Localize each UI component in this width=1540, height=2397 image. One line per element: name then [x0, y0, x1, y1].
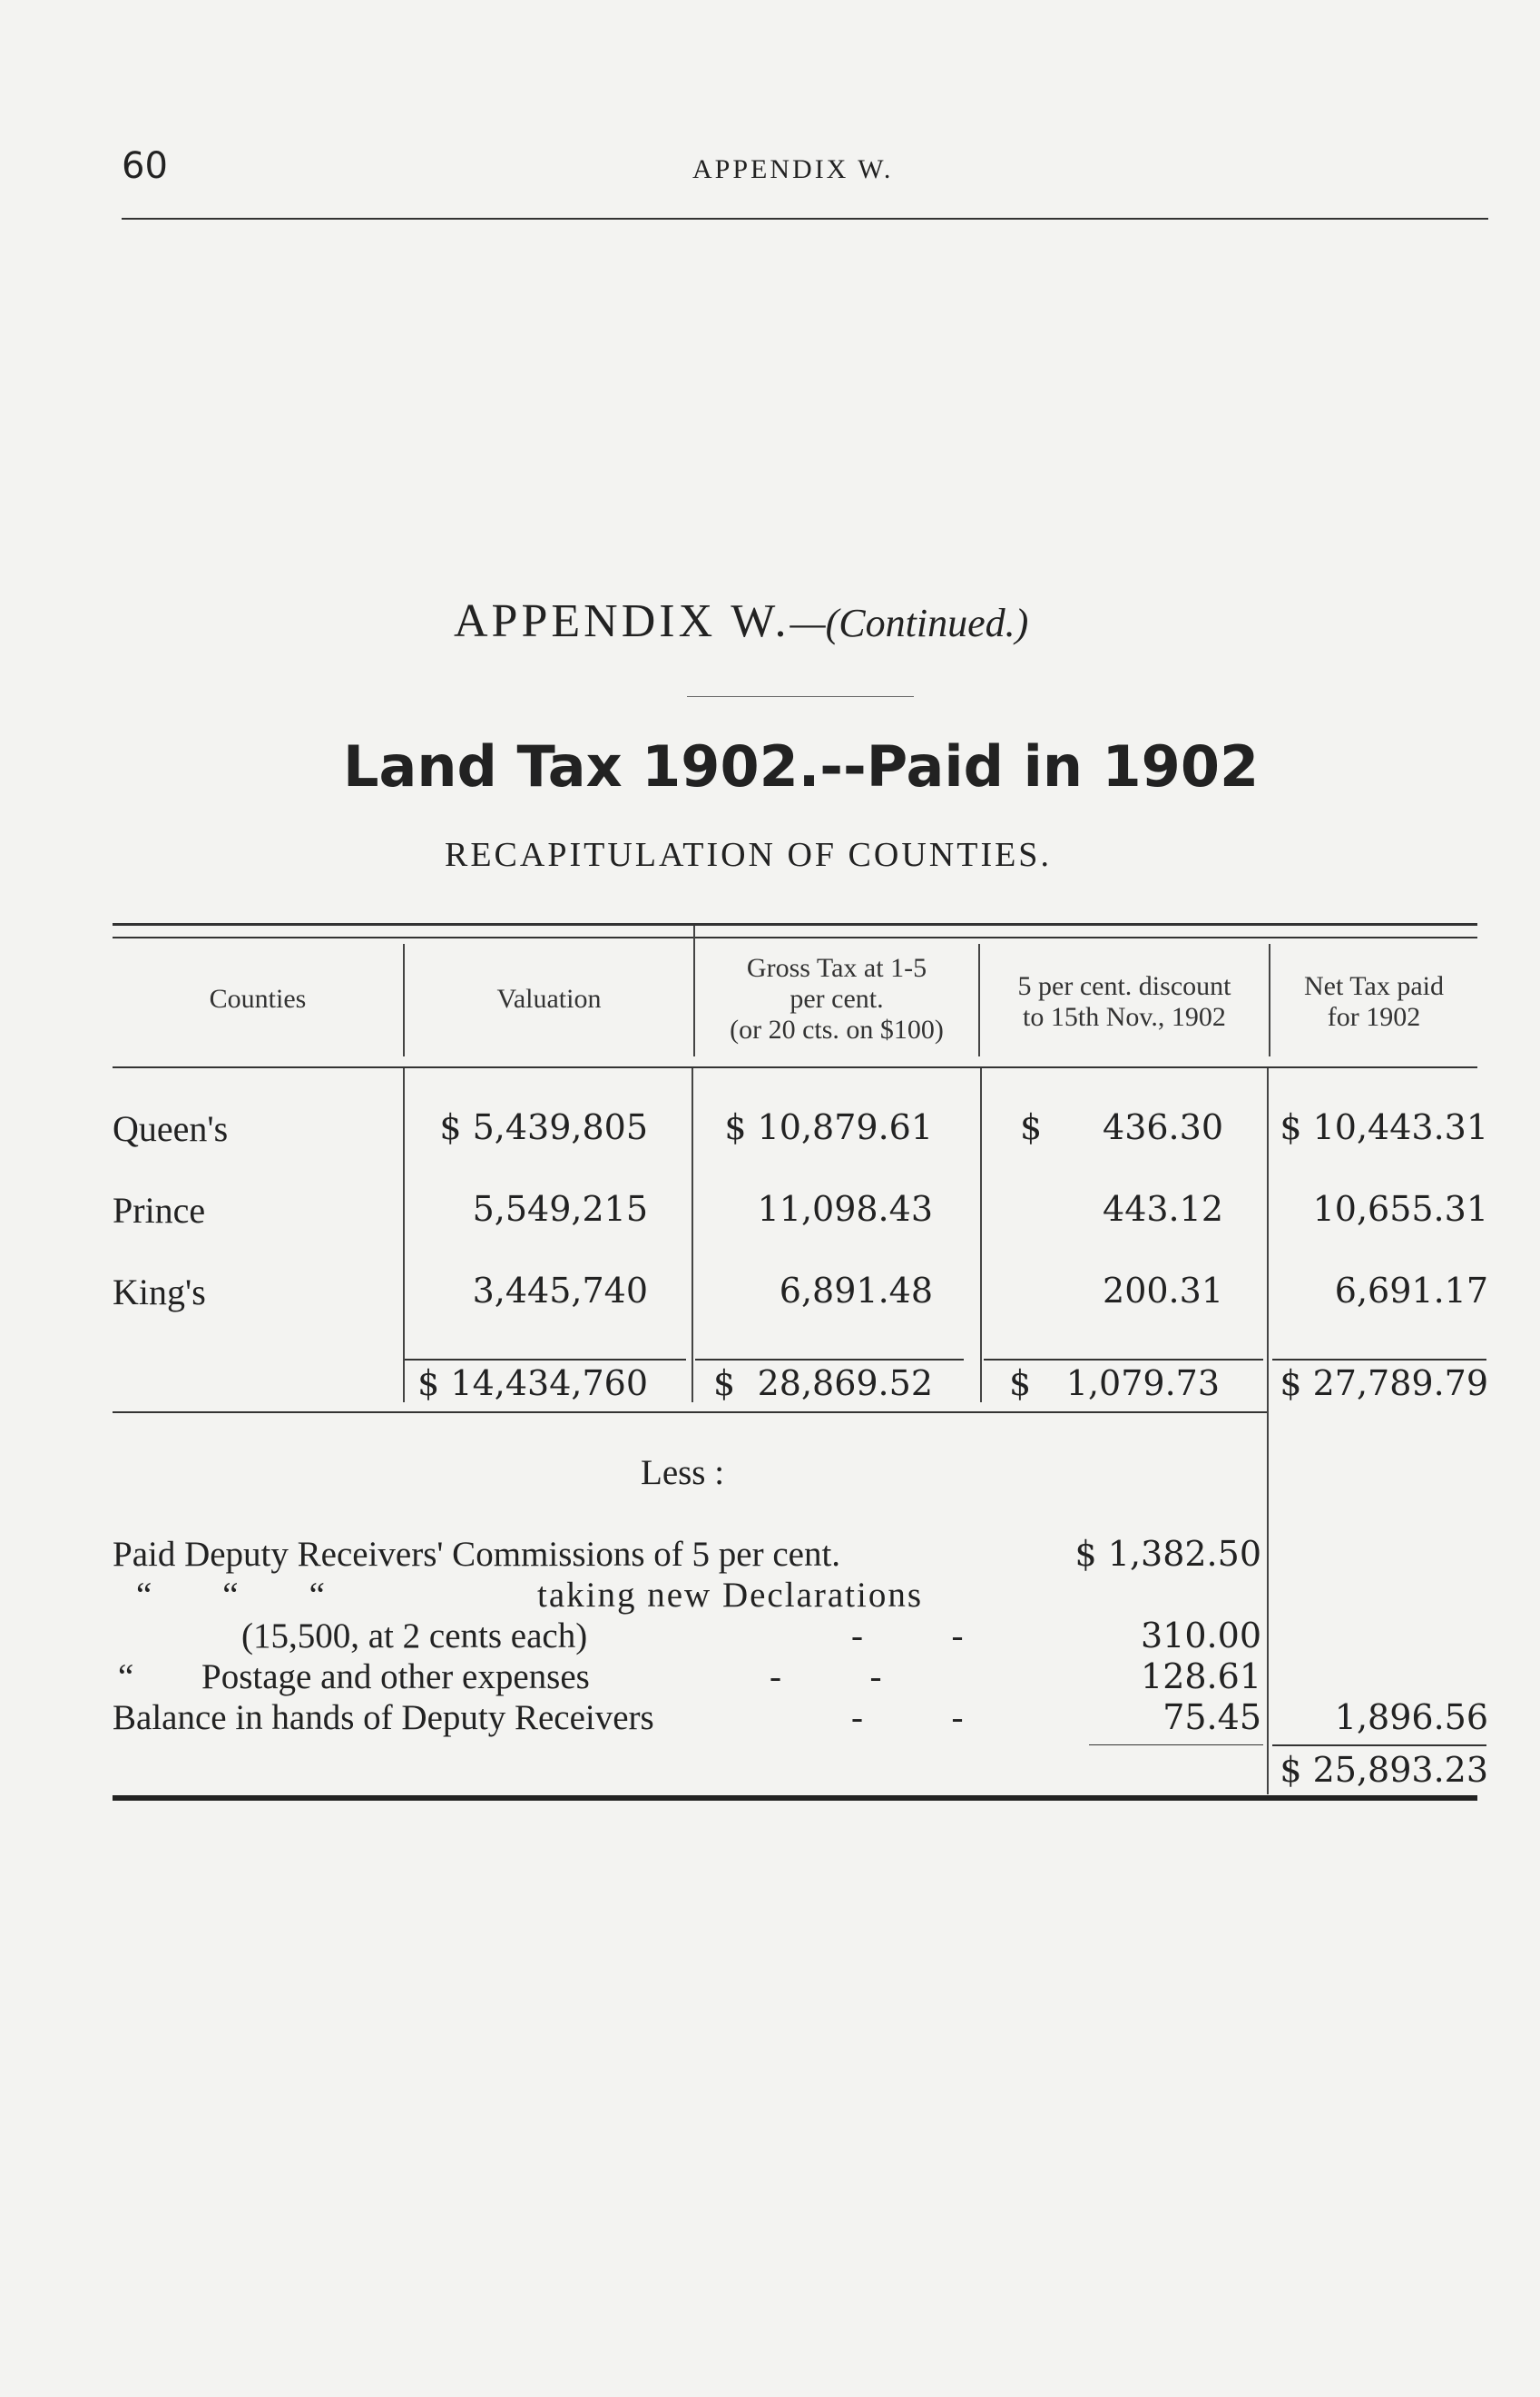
header-valuation: Valuation — [496, 984, 602, 1014]
header-gross-line3: (or 20 cts. on $100) — [730, 1015, 944, 1045]
less-line5-total: 1,896.56 — [1334, 1697, 1488, 1737]
less-line5-text: Balance in hands of Deputy Receivers — [113, 1698, 654, 1737]
totals-rule-valuation — [405, 1359, 686, 1361]
header-gross — [695, 953, 978, 1046]
less-line3-dashes: - - — [851, 1616, 964, 1655]
total-net: $ 27,789.79 — [1280, 1363, 1488, 1403]
body-sep-2 — [692, 1068, 693, 1402]
less-line4-ditto: “ — [118, 1657, 134, 1696]
running-head-rule — [122, 218, 1488, 220]
totals-bottom-rule — [113, 1411, 1267, 1413]
title-divider — [687, 696, 914, 697]
net-queens: $ 10,443.31 — [1280, 1107, 1488, 1147]
less-line4-dashes: - - — [770, 1657, 882, 1696]
totals-rule-gross — [695, 1359, 964, 1361]
gross-queens: $ 10,879.61 — [724, 1107, 933, 1147]
header-counties: Counties — [209, 984, 307, 1014]
header-gross-line1: Gross Tax at 1-5 — [746, 953, 927, 983]
net-kings: 6,691.17 — [1334, 1271, 1488, 1311]
less-line4-amount: 128.61 — [1141, 1656, 1261, 1696]
subtitle: RECAPITULATION OF COUNTIES. — [445, 836, 1052, 874]
header-discount-line2: to 15th Nov., 1902 — [1023, 1002, 1226, 1032]
header-discount-line1: 5 per cent. discount — [1017, 971, 1231, 1001]
header-net-line1: Net Tax paid — [1304, 971, 1444, 1001]
body-sep-4 — [1267, 1068, 1269, 1794]
grand-total: $ 25,893.23 — [1280, 1750, 1488, 1790]
appendix-title-main: APPENDIX W. — [454, 595, 790, 647]
header-bottom-rule — [113, 1066, 1477, 1068]
less-line5-amount: 75.45 — [1162, 1697, 1261, 1737]
valuation-prince: 5,549,215 — [472, 1189, 648, 1229]
net-prince: 10,655.31 — [1312, 1189, 1488, 1229]
discount-kings: 200.31 — [1103, 1271, 1223, 1311]
valuation-kings: 3,445,740 — [472, 1271, 648, 1311]
totals-rule-net — [1272, 1359, 1486, 1361]
less-line1-text: Paid Deputy Receivers' Commissions of 5 per cent. — [113, 1535, 841, 1574]
less-line5-dashes: - - — [851, 1698, 964, 1737]
total-gross: 28,869.52 — [757, 1363, 933, 1403]
valuation-queens: $ 5,439,805 — [439, 1107, 648, 1147]
main-title: Land Tax 1902.--Paid in 1902 — [343, 733, 1260, 800]
gross-prince: 11,098.43 — [757, 1189, 933, 1229]
running-head-title: APPENDIX W. — [692, 154, 894, 184]
discount-queens: 436.30 — [1103, 1107, 1223, 1147]
less-line3-amount: 310.00 — [1141, 1616, 1261, 1655]
less-line4-text: Postage and other expenses — [201, 1657, 590, 1696]
less-line3-text: (15,500, at 2 cents each) — [241, 1616, 588, 1655]
header-net-line2: for 1902 — [1327, 1002, 1421, 1032]
county-kings: King's — [113, 1272, 206, 1312]
page-number: 60 — [122, 145, 168, 187]
appendix-title — [454, 594, 1028, 648]
net-total-rule — [1272, 1744, 1486, 1746]
totals-rule-discount — [984, 1359, 1263, 1361]
county-queens: Queen's — [113, 1108, 229, 1149]
header-net — [1270, 971, 1477, 1033]
less-line1-amount: $ 1,382.50 — [1074, 1534, 1261, 1574]
less-line2-ditto: “ “ “ — [136, 1576, 325, 1615]
header-gross-line2: per cent. — [790, 984, 884, 1014]
discount-sign-queens: $ — [1020, 1107, 1043, 1147]
less-line2-text: taking new Declarations — [537, 1576, 924, 1615]
less-heading: Less : — [641, 1453, 725, 1492]
total-discount: 1,079.73 — [1065, 1363, 1220, 1403]
total-discount-sign: $ — [1009, 1363, 1032, 1403]
discount-prince: 443.12 — [1103, 1189, 1223, 1229]
header-discount — [980, 971, 1269, 1033]
total-gross-sign: $ — [713, 1363, 736, 1403]
table-top-rule — [113, 923, 1477, 926]
body-sep-3 — [980, 1068, 982, 1402]
table-bottom-rule — [113, 1795, 1477, 1801]
total-valuation: $ 14,434,760 — [417, 1363, 648, 1403]
less-subtotal-rule — [1089, 1744, 1263, 1745]
county-prince: Prince — [113, 1190, 206, 1231]
table-top-rule-inner — [113, 937, 1477, 938]
appendix-title-suffix: —(Continued.) — [790, 601, 1029, 645]
gross-kings: 6,891.48 — [779, 1271, 933, 1311]
